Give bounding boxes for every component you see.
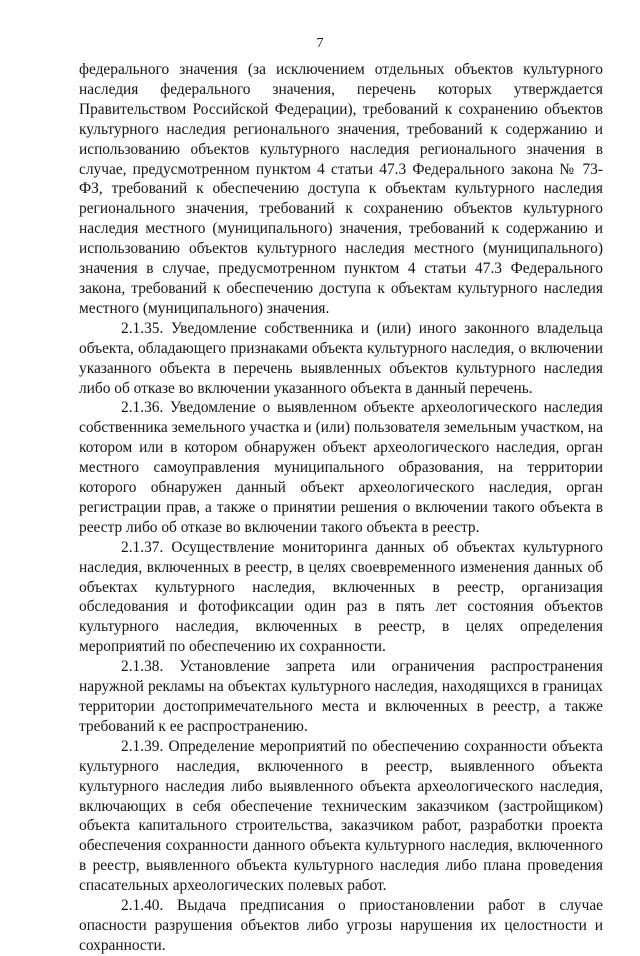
page-number: 7	[316, 36, 324, 51]
paragraph-2-1-37: 2.1.37. Осуществление мониторинга данных об объектах культурного наследия, включенных в реестр, в целях своевременного изменения данных об объектах культурного наследия, включенных в реестр, организация обследования и фотофиксации один раз в пять лет состояния объектов культурного наследия, включенных в реестр, в целях определения мероприятий по обеспечению их сохранности.	[79, 538, 603, 656]
document-body	[79, 60, 603, 956]
paragraph-2-1-39: 2.1.39. Определение мероприятий по обеспечению сохранности объекта культурного наследия, включенного в реестр, выявленного объекта культурного наследия либо выявленного объекта археологического наследия, включающих в себя обеспечение техническим заказчиком (застройщиком) объекта капитального строительства, заказчиком работ, разработки проекта обеспечения сохранности данного объекта культурного наследия, включенного в реестр, выявленного объекта культурного наследия либо плана проведения спасательных археологических полевых работ.	[79, 737, 603, 895]
paragraph-2-1-35: 2.1.35. Уведомление собственника и (или) иного законного владельца объекта, обладающего признаками объекта культурного наследия, о включении указанного объекта в перечень выявленных объектов культурного наследия либо об отказе во включении указанного объекта в данный перечень.	[79, 319, 603, 397]
paragraph-2-1-40: 2.1.40. Выдача предписания о приостановлении работ в случае опасности разрушения объектов либо угрозы нарушения их целостности и сохранности.	[79, 897, 603, 954]
paragraph-2-1-38: 2.1.38. Установление запрета или ограничения распространения наружной рекламы на объектах культурного наследия, находящихся в границах территории достопримечательного места и включенных в реестр, а также требований к ее распространению.	[79, 658, 603, 735]
paragraph-2-1-36: 2.1.36. Уведомление о выявленном объекте археологического наследия собственника земельного участка и (или) пользователя земельным участком, на котором или в котором обнаружен объект археологического наследия, орган местного самоуправления муниципального образования, на территории которого обнаружен данный объект археологического наследия, орган регистрации прав, а также о принятии решения о включении такого объекта в реестр либо об отказе во включении такого объекта в реестр.	[79, 399, 603, 536]
paragraph-continuation: федерального значения (за исключением отдельных объектов культурного наследия федерального значения, перечень которых утверждается Правительством Российской Федерации), требований к сохранению объектов культурного наследия регионального значения, требований к содержанию и использованию объектов культурного наследия регионального значения в случае, предусмотренном пунктом 4 статьи 47.3 Федерального закона № 73-ФЗ, требований к обеспечению доступа к объектам культурного наследия регионального значения, требований к сохранению объектов культурного наследия местного (муниципального) значения, требований к содержанию и использованию объектов культурного наследия местного (муниципального) значения в случае, предусмотренном пунктом 4 статьи 47.3 Федерального закона, требований к обеспечению доступа к объектам культурного наследия местного (муниципального) значения.	[79, 61, 603, 317]
